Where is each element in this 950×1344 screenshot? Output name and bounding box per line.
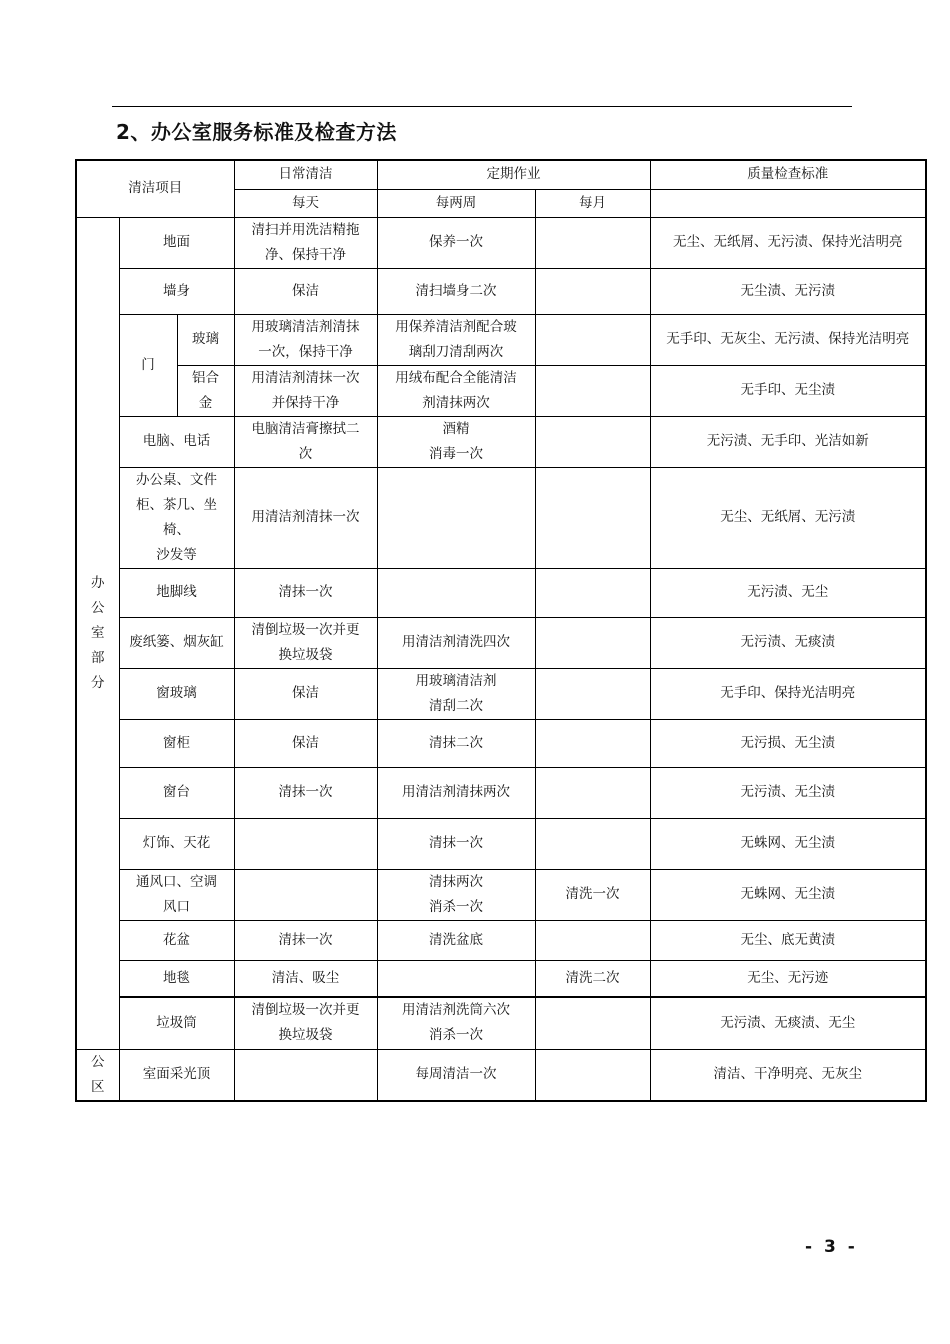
header-biweekly: 每两周 (377, 189, 535, 217)
group-public-char: 区 (91, 1078, 105, 1095)
row-quality: 无尘、无纸屑、无污渍、保持光洁明亮 (650, 217, 926, 268)
header-periodic: 定期作业 (377, 160, 650, 189)
row-biweekly: 用清洁剂清抹两次 (377, 767, 535, 818)
row-biweekly: 清抹两次 消杀一次 (377, 869, 535, 920)
row-biweekly: 用绒布配合全能清洁 剂清抹两次 (377, 365, 535, 416)
row-monthly (535, 668, 650, 719)
row-daily: 保洁 (234, 268, 377, 314)
row-monthly (535, 920, 650, 960)
row-monthly (535, 314, 650, 365)
row-quality: 无蛛网、无尘渍 (650, 818, 926, 869)
row-biweekly (377, 467, 535, 568)
door-group-label: 门 (119, 314, 177, 416)
row-quality: 无蛛网、无尘渍 (650, 869, 926, 920)
row-biweekly: 每周清洁一次 (377, 1049, 535, 1101)
row-daily: 清抹一次 (234, 920, 377, 960)
row-biweekly: 用清洁剂洗筒六次 消杀一次 (377, 997, 535, 1049)
row-item: 铝合 金 (177, 365, 234, 416)
row-quality: 无污渍、无尘 (650, 568, 926, 617)
header-daily: 日常清洁 (234, 160, 377, 189)
row-quality: 无污渍、无尘渍 (650, 767, 926, 818)
row-item: 办公桌、文件 柜、茶几、坐椅、 沙发等 (119, 467, 234, 568)
row-daily: 清扫并用洗洁精拖 净、保持干净 (234, 217, 377, 268)
row-daily (234, 818, 377, 869)
row-monthly (535, 568, 650, 617)
header-rule (112, 106, 852, 107)
row-biweekly (377, 960, 535, 997)
row-quality: 无尘、无纸屑、无污渍 (650, 467, 926, 568)
row-monthly: 清洗一次 (535, 869, 650, 920)
row-item: 室面采光顶 (119, 1049, 234, 1101)
row-daily: 清抹一次 (234, 767, 377, 818)
row-biweekly: 保养一次 (377, 217, 535, 268)
row-monthly: 清洗二次 (535, 960, 650, 997)
row-quality: 无尘、底无黄渍 (650, 920, 926, 960)
row-quality: 无手印、无灰尘、无污渍、保持光洁明亮 (650, 314, 926, 365)
row-biweekly: 清洗盆底 (377, 920, 535, 960)
row-quality: 无手印、无尘渍 (650, 365, 926, 416)
group-office-char: 办 (91, 574, 105, 591)
section-title: 2、办公室服务标准及检查方法 (116, 120, 397, 144)
group-office-char: 公 (91, 599, 105, 616)
row-item: 窗柜 (119, 719, 234, 767)
row-item: 通风口、空调 风口 (119, 869, 234, 920)
header-quality-blank (650, 189, 926, 217)
group-office-char: 部 (91, 649, 105, 666)
row-daily: 清抹一次 (234, 568, 377, 617)
row-item: 电脑、电话 (119, 416, 234, 467)
row-item: 花盆 (119, 920, 234, 960)
group-office-char: 室 (91, 624, 105, 641)
row-biweekly: 用保养清洁剂配合玻 璃刮刀清刮两次 (377, 314, 535, 365)
header-monthly: 每月 (535, 189, 650, 217)
row-daily: 保洁 (234, 668, 377, 719)
row-item: 窗台 (119, 767, 234, 818)
row-item: 窗玻璃 (119, 668, 234, 719)
page-number: - 3 - (805, 1237, 858, 1257)
group-public-char: 公 (91, 1053, 105, 1070)
row-monthly (535, 719, 650, 767)
row-item: 灯饰、天花 (119, 818, 234, 869)
row-daily: 清倒垃圾一次并更 换垃圾袋 (234, 617, 377, 668)
row-biweekly: 清抹一次 (377, 818, 535, 869)
row-quality: 无污损、无尘渍 (650, 719, 926, 767)
row-daily: 保洁 (234, 719, 377, 767)
row-monthly (535, 416, 650, 467)
row-daily (234, 1049, 377, 1101)
row-biweekly: 酒精 消毒一次 (377, 416, 535, 467)
row-daily: 清洁、吸尘 (234, 960, 377, 997)
row-quality: 无尘、无污迹 (650, 960, 926, 997)
row-quality: 无污渍、无痰渍、无尘 (650, 997, 926, 1049)
row-daily: 用玻璃清洁剂清抹 一次，保持干净 (234, 314, 377, 365)
row-monthly (535, 617, 650, 668)
row-quality: 无手印、保持光洁明亮 (650, 668, 926, 719)
row-quality: 清洁、干净明亮、无灰尘 (650, 1049, 926, 1101)
row-daily (234, 869, 377, 920)
row-daily: 用清洁剂清抹一次 (234, 467, 377, 568)
group-public-label (76, 1049, 119, 1101)
row-daily: 用清洁剂清抹一次 并保持干净 (234, 365, 377, 416)
row-monthly (535, 818, 650, 869)
row-monthly (535, 467, 650, 568)
row-biweekly: 清扫墙身二次 (377, 268, 535, 314)
group-office-label (76, 217, 119, 1049)
row-biweekly (377, 568, 535, 617)
row-daily: 电脑清洁膏擦拭二 次 (234, 416, 377, 467)
group-office-char: 分 (91, 674, 105, 691)
row-item: 墙身 (119, 268, 234, 314)
row-biweekly: 清抹二次 (377, 719, 535, 767)
row-item: 垃圾筒 (119, 997, 234, 1049)
row-monthly (535, 1049, 650, 1101)
row-biweekly: 用清洁剂清洗四次 (377, 617, 535, 668)
row-quality: 无污渍、无痰渍 (650, 617, 926, 668)
row-item: 玻璃 (177, 314, 234, 365)
row-monthly (535, 365, 650, 416)
row-biweekly: 用玻璃清洁剂 清刮二次 (377, 668, 535, 719)
row-monthly (535, 268, 650, 314)
row-item: 地面 (119, 217, 234, 268)
header-quality: 质量检查标准 (650, 160, 926, 189)
row-quality: 无尘渍、无污渍 (650, 268, 926, 314)
row-monthly (535, 997, 650, 1049)
row-item: 废纸篓、烟灰缸 (119, 617, 234, 668)
row-item: 地毯 (119, 960, 234, 997)
header-every-day: 每天 (234, 189, 377, 217)
cleaning-standards-table (75, 159, 927, 1102)
row-monthly (535, 767, 650, 818)
row-quality: 无污渍、无手印、光洁如新 (650, 416, 926, 467)
row-monthly (535, 217, 650, 268)
row-item: 地脚线 (119, 568, 234, 617)
header-item: 清洁项目 (76, 160, 234, 217)
row-daily: 清倒垃圾一次并更 换垃圾袋 (234, 997, 377, 1049)
